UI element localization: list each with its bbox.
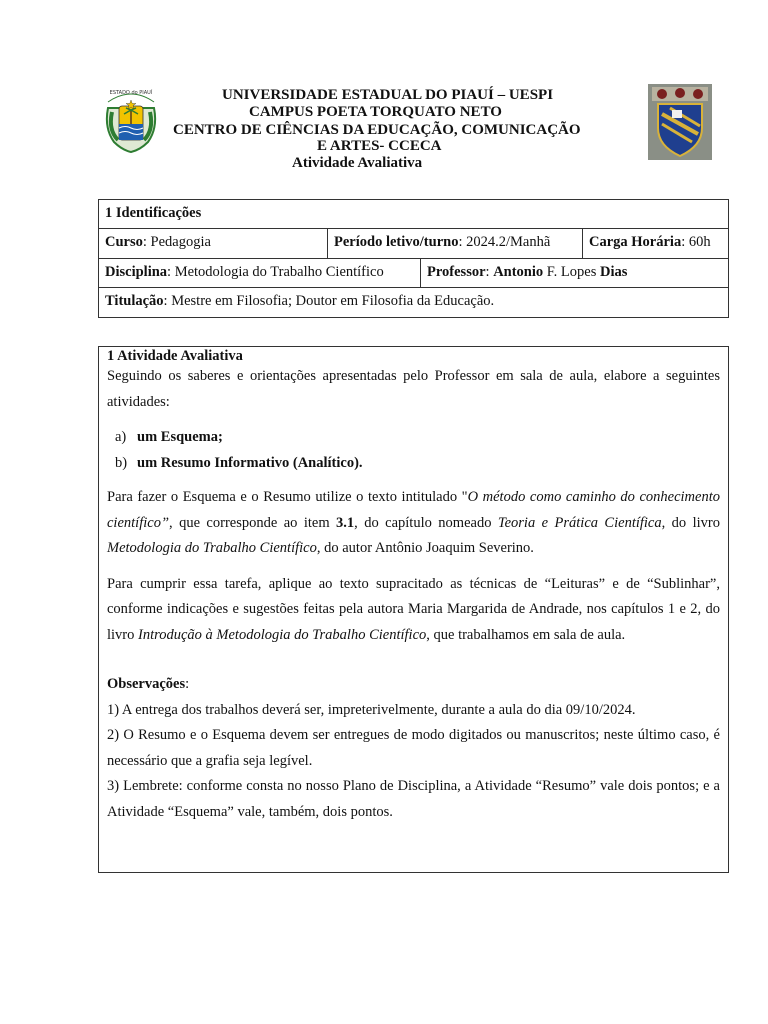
technique-paragraph: Para cumprir essa tarefa, aplique ao texto supracitado as técnicas de “Leituras” e de “Sublinhar”, conforme indicações e sugestões feitas pela autora Maria Margarida de Andrade, nos capítulos 1 e 2, do livro Introdução à Metodologia do Trabalho Científico, que trabalhamos em sala de aula.	[107, 575, 720, 643]
periodo-cell: Período letivo/turno: 2024.2/Manhã	[327, 229, 582, 258]
identificacoes-table	[98, 199, 729, 318]
svg-text:ESTADO do PIAUÍ: ESTADO do PIAUÍ	[109, 90, 153, 96]
university-name: UNIVERSIDADE ESTADUAL DO PIAUÍ – UESPI	[222, 87, 554, 103]
atividade-intro: Seguindo os saberes e orientações apresentadas pelo Professor em sala de aula, elabore a seguintes atividades:	[107, 368, 720, 410]
list-item: b) um Resumo Informativo (Analítico).	[115, 455, 363, 471]
curso-row	[99, 229, 728, 259]
observacao-2: 2) O Resumo e o Esquema devem ser entregues de modo digitados ou manuscritos; neste último caso, é necessário que a grafia seja legível.	[107, 727, 720, 769]
identificacoes-heading-row	[99, 200, 728, 229]
professor-cell: Professor: Antonio F. Lopes Dias	[420, 259, 728, 287]
disciplina-row	[99, 259, 728, 288]
atividade-list	[115, 424, 720, 476]
piaui-coat-of-arms-logo	[102, 82, 160, 154]
atividade-heading: 1 Atividade Avaliativa	[107, 348, 243, 364]
document-title: Atividade Avaliativa	[292, 155, 423, 171]
center-name: CENTRO DE CIÊNCIAS DA EDUCAÇÃO, COMUNICAÇÃO	[173, 122, 581, 138]
uespi-crest-logo	[648, 84, 712, 160]
campus-name: CAMPUS POETA TORQUATO NETO	[249, 104, 502, 120]
curso-cell: Curso: Pedagogia	[105, 234, 211, 250]
observacao-1: 1) A entrega dos trabalhos deverá ser, impreterivelmente, durante a aula do dia 09/10/2024.	[107, 701, 636, 718]
observacoes-heading: Observações:	[107, 676, 190, 692]
document-header	[0, 0, 768, 180]
observacao-3: 3) Lembrete: conforme consta no nosso Plano de Disciplina, a Atividade “Resumo” vale dois pontos; e a Atividade “Esquema” vale, também, dois pontos.	[107, 778, 720, 820]
instructions-paragraph: Para fazer o Esquema e o Resumo utilize o texto intitulado "O método como caminho do conhecimento científico”, que corresponde ao item 3.1, do capítulo nomeado Teoria e Prática Científica, do livro Metodologia do Trabalho Científico, do autor Antônio Joaquim Severino.	[107, 489, 720, 556]
carga-horaria-cell: Carga Horária: 60h	[582, 229, 728, 258]
atividade-avaliativa-box	[98, 346, 729, 873]
disciplina-cell: Disciplina: Metodologia do Trabalho Científico	[105, 264, 384, 280]
titulacao-cell: Titulação: Mestre em Filosofia; Doutor em Filosofia da Educação.	[105, 293, 495, 309]
center-name-continued: E ARTES- CCECA	[317, 138, 442, 154]
identificacoes-heading: 1 Identificações	[105, 205, 202, 221]
titulacao-row	[99, 288, 728, 317]
list-item: a) um Esquema;	[115, 429, 223, 445]
